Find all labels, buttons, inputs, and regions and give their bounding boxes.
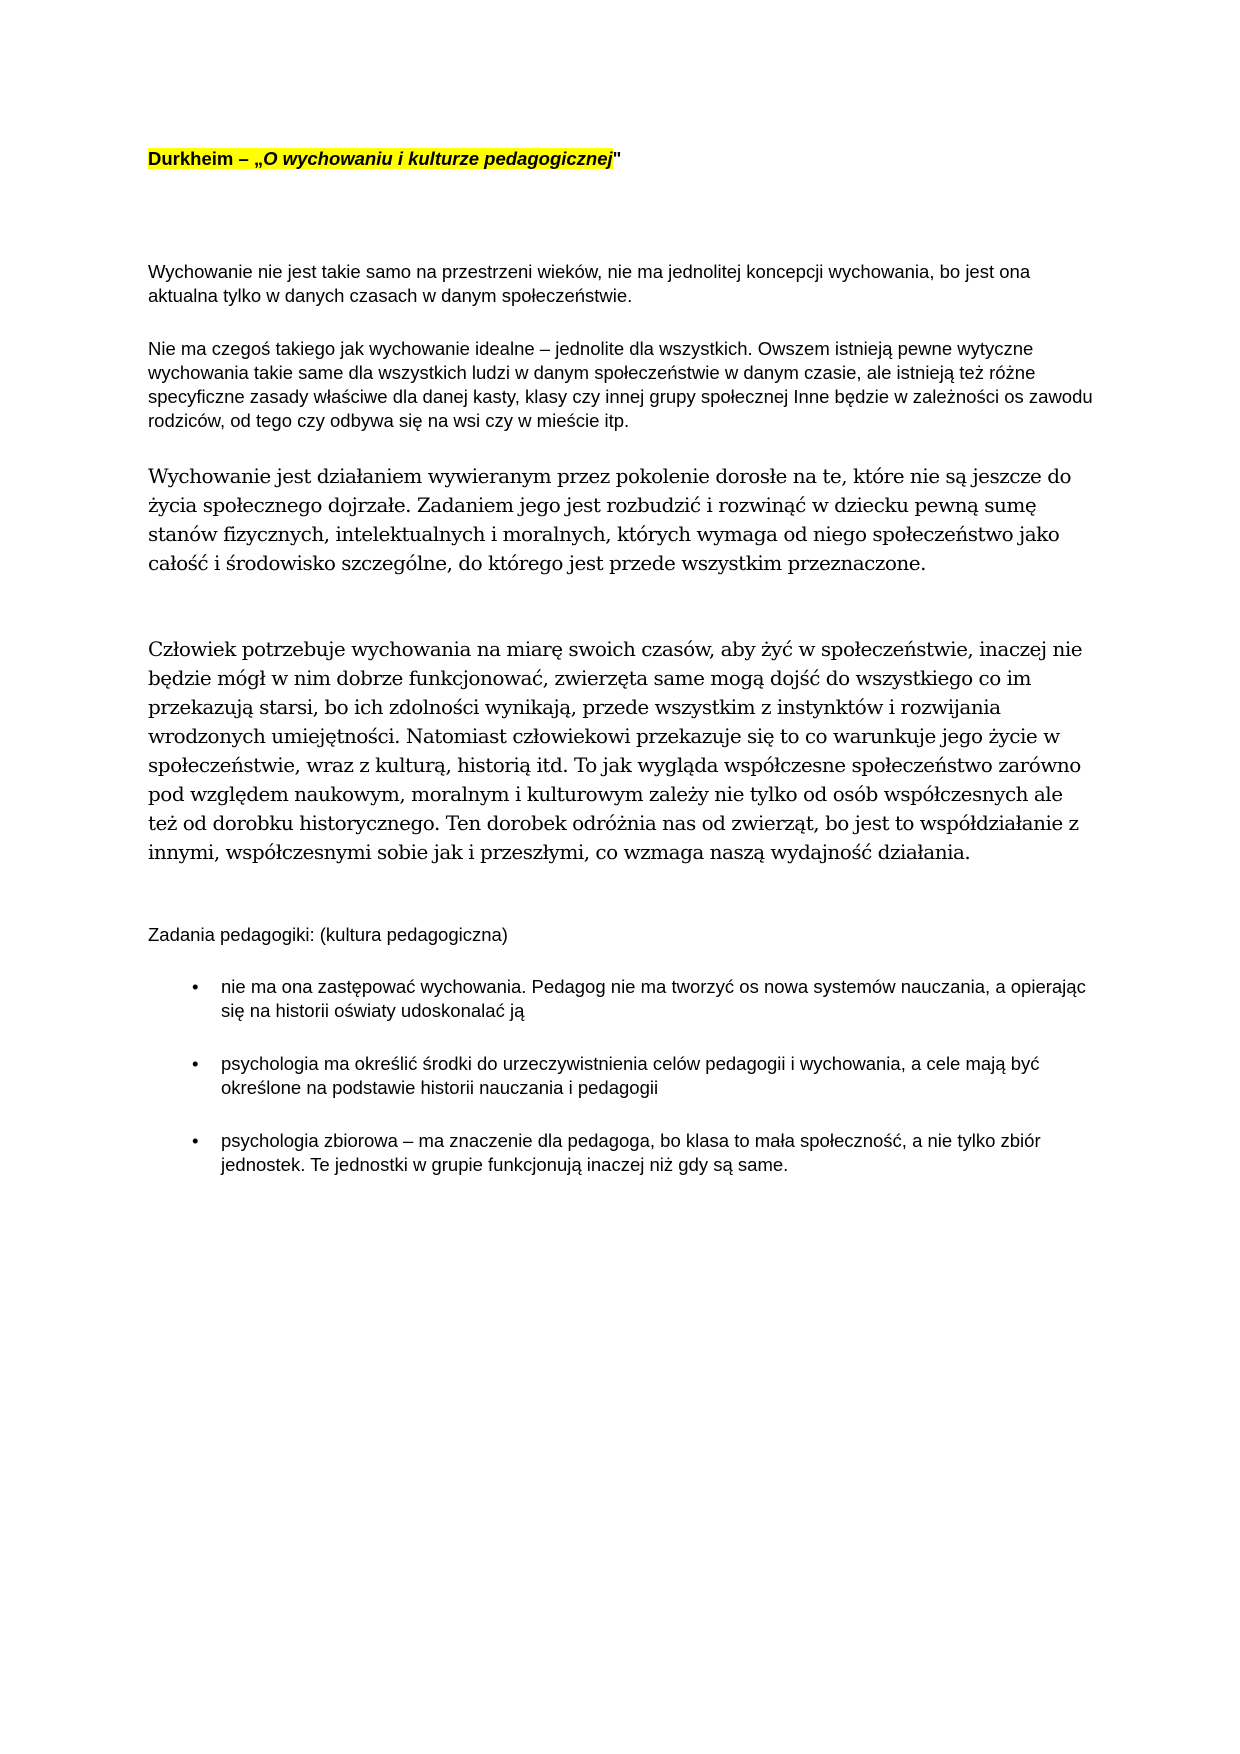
- paragraph-education-definition: Wychowanie jest działaniem wywieranym przez pokolenie dorosłe na te, które nie są jeszcze do życia społecznego dojrzałe. Zadaniem jego jest rozbudzić i rozwinąć w dziecku pewną sumę stanów fizycznych, intelektualnych i moralnych, których wymaga od niego społeczeństwo jako całość i środowisko szczególne, do którego jest przede wszystkim przeznaczone.: [148, 464, 1072, 575]
- title-author: Durkheim: [148, 148, 234, 169]
- list-item-text: nie ma ona zastępować wychowania. Pedagog nie ma tworzyć os nowa systemów nauczania, a opierając się na historii oświaty udoskonalać ją: [221, 976, 1086, 1021]
- bullet-icon: •: [192, 1130, 199, 1151]
- title-work: O wychowaniu i kulturze pedagogicznej: [263, 148, 613, 169]
- title-closing-quote: ": [612, 148, 622, 169]
- document-title: [148, 148, 621, 170]
- tasks-heading: Zadania pedagogiki: (kultura pedagogiczna): [148, 924, 508, 945]
- title-highlight: [148, 148, 613, 169]
- bullet-icon: •: [192, 976, 199, 997]
- tasks-list: [148, 975, 1098, 1206]
- list-item-text: psychologia zbiorowa – ma znaczenie dla pedagoga, bo klasa to mała społeczność, a nie tylko zbiór jednostek. Te jednostki w grupie funkcjonują inaczej niż gdy są same.: [221, 1130, 1041, 1175]
- list-item: [148, 1129, 1098, 1177]
- paragraph-education-varies: Wychowanie nie jest takie samo na przestrzeni wieków, nie ma jednolitej koncepcji wychowania, bo jest ona aktualna tylko w danych czasach w danym społeczeństwie.: [148, 261, 1031, 306]
- list-item-text: psychologia ma określić środki do urzeczywistnienia celów pedagogii i wychowania, a cele mają być określone na podstawie historii nauczania i pedagogii: [221, 1053, 1040, 1098]
- list-item: [148, 1052, 1098, 1100]
- list-item: [148, 975, 1098, 1023]
- title-dash: – „: [233, 148, 264, 169]
- paragraph-human-needs-education: Człowiek potrzebuje wychowania na miarę swoich czasów, aby żyć w społeczeństwie, inaczej nie będzie mógł w nim dobrze funkcjonować, zwierzęta same mogą dojść do wszystkiego co im przekazują starsi, bo ich zdolności wynikają, przede wszystkim z instynktów i rozwijania wrodzonych umiejętności. Natomiast człowiekowi przekazuje się to co warunkuje jego życie w społeczeństwie, wraz z kulturą, historią itd. To jak wygląda współczesne społeczeństwo zarówno pod względem naukowym, moralnym i kulturowym zależy nie tylko od osób współczesnych ale też od dorobku historycznego. Ten dorobek odróżnia nas od zwierząt, bo jest to współdziałanie z innymi, współczesnymi sobie jak i przeszłymi, co wzmaga naszą wydajność działania.: [148, 637, 1083, 864]
- paragraph-no-ideal-education: Nie ma czegoś takiego jak wychowanie idealne – jednolite dla wszystkich. Owszem istnieją pewne wytyczne wychowania takie same dla wszystkich ludzi w danym społeczeństwie w danym czasie, ale istnieją też różne specyficzne zasady właściwe dla danej kasty, klasy czy innej grupy społecznej Inne będzie w zależności os zawodu rodziców, od tego czy odbywa się na wsi czy w mieście itp.: [148, 338, 1093, 431]
- bullet-icon: •: [192, 1053, 199, 1074]
